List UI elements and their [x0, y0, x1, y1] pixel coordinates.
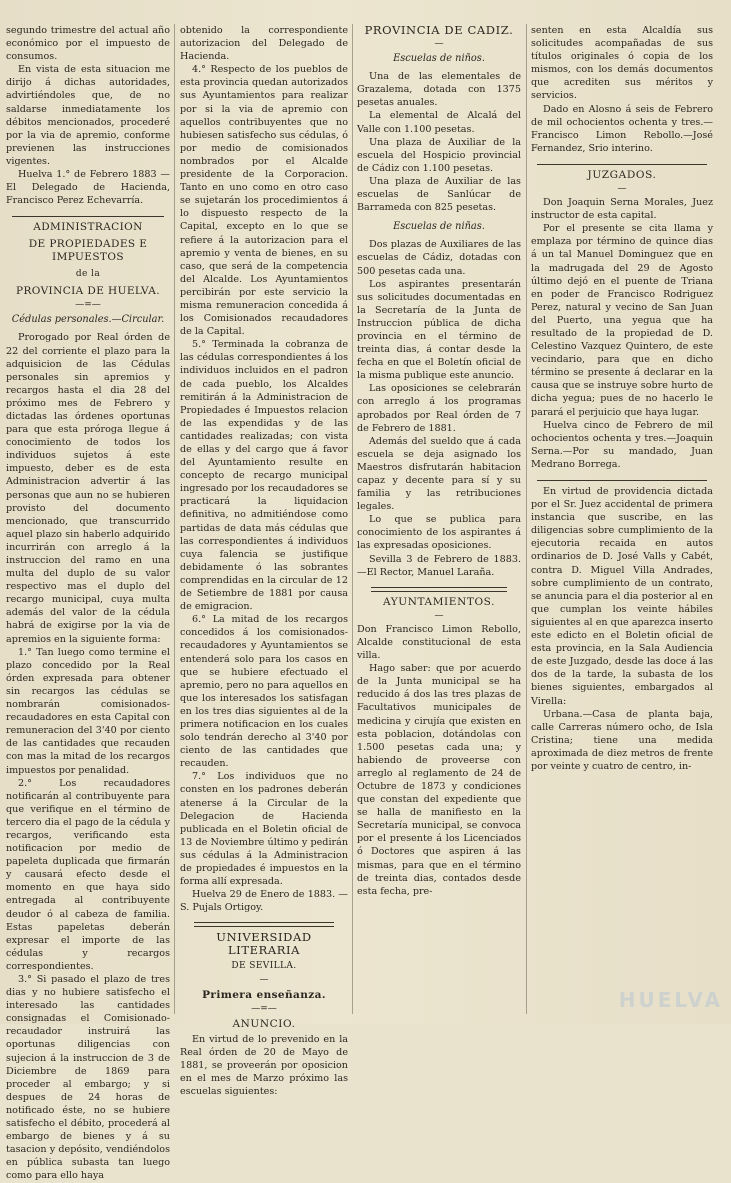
ornament-dash: —=—: [251, 1003, 277, 1014]
body-paragraph: 2.° Los recaudadores notificarán al contribuyente para que verifique en el término de tercero dia el pago de la cédula y recargos, verificando esta notificacion por medio de papeleta duplicada que firmarán y causará efecto desde el momento en que haya sido entregada al contribuyente deudor ó al cabeza de familia. Estas papeletas deberán expresar el importe de las cédulas y recargos correspondientes.: [6, 777, 170, 972]
column-rule: [174, 24, 175, 1014]
column-rule: [352, 24, 353, 1014]
body-paragraph: Don Francisco Limon Rebollo, Alcalde constitucional de esta villa.: [357, 623, 521, 662]
body-paragraph: obtenido la correspondiente autorizacion del Delegado de Hacienda.: [180, 25, 348, 63]
body-paragraph: Don Joaquin Serna Morales, Juez instructor de esta capital.: [531, 197, 713, 222]
body-paragraph: 7.° Los individuos que no consten en los padrones deberán atenerse á la Circular de la Delegacion de Hacienda publicada en el Boletin oficial de 13 de Noviembre último y pedirán sus cédulas á la Administracion de propiedades é impuestos en la forma allí expresada.: [180, 771, 348, 888]
body-paragraph: En virtud de providencia dictada por el Sr. Juez accidental de primera instancia que suscribe, en las diligencias sobre cumplimiento de la ejecutoria recaida en autos ordinarios de D. José Valls y Cabét, contra D. Miguel Villa Andrades, sobre cumplimiento de un contrato, se anuncia para el dia posterior al en que cumplan los veinte hábiles siguientes al en que aparezca inserto este edicto en el Boletin oficial de esta provincia, en la Sala Audiencia de este Juzgado, desde las doce á las dos de la tarde, la subasta de los bienes siguientes, embargados al Virella:: [531, 486, 713, 707]
body-paragraph: 6.° La mitad de los recargos concedidos á los comisionados-recaudadores y Ayuntamientos se entenderá solo para los casos en que se hubiere efectuado el apremio, pero no para aquellos en que los interesados los satisfagan en los tres dias siguientes al de la primera notificacion en los cuales solo tendrán derecho al 3'40 por ciento de las cantidades que recauden.: [180, 614, 348, 770]
intro-paragraph: En vista de esta situacion me dirijo á dichas autoridades, advirtiéndoles que, de no saldarse inmediatamente los débitos mencionados, procederé por la via de apremio, conforme previenen las instrucciones vigentes.: [6, 64, 170, 167]
ornament-dash: —: [617, 184, 627, 195]
section-subtitle: Escuelas de niños.: [393, 53, 485, 65]
section-title: PROVINCIA DE HUELVA.: [15, 285, 161, 298]
body-signature: Sevilla 3 de Febrero de 1883. —El Rector, Manuel Laraña.: [357, 553, 521, 578]
body-paragraph: senten en esta Alcaldía sus solicitudes acompañadas de sus títulos originales ó copia de los mismos, con los demás documentos que acrediten sus méritos y servicios.: [531, 25, 713, 102]
section-title: de la: [75, 269, 101, 280]
body-paragraph: 4.° Respecto de los pueblos de esta provincia quedan autorizados sus Ayuntamientos para realizar por si la via de apremio con aquellos contribuyentes que no hubiesen satisfecho sus cédulas, ó por medio de comisionados nombrados por el Alcalde presidente de la Corporacion. Tanto en uno como en otro caso se sujetarán los procedimientos á lo dispuesto respecto de la Capital, excepto en lo que se refiere á la autorizacion para el apremio y venta de bienes, en su caso, que será de la competencia del Alcalde. Los Ayuntamientos percibirán por este servicio la misma remuneracion concedida á los Comisionados recaudadores de la Capital.: [180, 64, 348, 338]
ornament-dash: —: [434, 39, 444, 50]
body-paragraph: Además del sueldo que á cada escuela se deja asignado los Maestros disfrutarán habitacion capaz y decente para sí y su familia y las retribuciones legales.: [357, 435, 521, 513]
ornament-dash: —: [259, 974, 269, 985]
section-title: UNIVERSIDAD LITERARIA: [216, 930, 312, 958]
column-rule: [526, 24, 527, 1014]
ornament-dash: —=—: [75, 300, 101, 311]
list-item: La elemental de Alcalá del Valle con 1.100 pesetas.: [357, 110, 521, 135]
body-signature: Huelva 29 de Enero de 1883. —S. Pujals Ortigoy.: [180, 889, 348, 914]
section-subtitle: Escuelas de niñas.: [393, 221, 485, 233]
intro-signature: Huelva 1.° de Febrero 1883 — El Delegado de Hacienda, Francisco Perez Echevarría.: [6, 169, 170, 207]
ornament-dash: —: [434, 610, 444, 621]
section-heading: Primera enseñanza.: [202, 988, 326, 1001]
body-paragraph: Lo que se publica para conocimiento de los aspirantes á las expresadas oposiciones.: [357, 514, 521, 552]
section-title: AYUNTAMIENTOS.: [382, 595, 496, 608]
section-subtitle: DE SEVILLA.: [231, 960, 297, 971]
body-paragraph: 3.° Si pasado el plazo de tres dias y no hubiere satisfecho el interesado las cantidades consignadas el Comisionado-recaudador instruirá las oportunas diligencias con sujecion á la instruccion de 3 de Diciembre de 1869 para proceder al embargo; y si despues de 24 horas de notificado éste, no se hubiere satisfecho el débito, procederá al embargo de bienes y á su tasacion y depósito, vendiéndolos en pública subasta tan luego como para ello haya: [6, 974, 170, 1182]
column-4: [531, 24, 713, 1014]
section-title: PROVINCIA DE CADIZ.: [364, 23, 514, 37]
list-item: Una de las elementales de Grazalema, dotada con 1375 pesetas anuales.: [357, 71, 521, 109]
section-title: ADMINISTRACION: [33, 221, 143, 234]
body-paragraph: Las oposiciones se celebrarán con arreglo á los programas aprobados por Real órden de 7 de Febrero de 1881.: [357, 383, 521, 434]
body-paragraph: Por el presente se cita llama y emplaza por término de quince dias á un tal Manuel Dominguez que en la madrugada del 29 de Agosto último dejó en el puente de Triana en poder de Francisco Rodriguez Perez, natural y vecino de San Juan del Puerto, una yegua que ha resultado de la propiedad de D. Celestino Vazquez Quintero, de este vecindario, para que en dicho término se presente á declarar en la causa que se instruye sobre hurto de dicha yegua; pues de no hacerlo le parará el perjuicio que haya lugar.: [531, 223, 713, 418]
body-signature: Dado en Alosno á seis de Febrero de mil ochocientos ochenta y tres.—Francisco Limon Rebollo.—José Fernandez, Srio interino.: [531, 103, 713, 154]
section-divider: [371, 587, 507, 592]
body-signature: Huelva cinco de Febrero de mil ochocientos ochenta y tres.—Joaquin Serna.—Por su mandado, Juan Medrano Borrega.: [531, 419, 713, 470]
column-3: [357, 24, 521, 1014]
list-item: Una plaza de Auxiliar de la escuela del Hospicio provincial de Cádiz con 1.100 pesetas.: [357, 136, 521, 174]
notice-subtitle: Cédulas personales.—Circular.: [11, 314, 165, 326]
section-title: DE PROPIEDADES E IMPUESTOS: [28, 238, 148, 264]
notice-heading: ANUNCIO.: [232, 1017, 296, 1030]
archive-watermark: HUELVA: [618, 988, 723, 1012]
section-divider: [12, 216, 164, 217]
body-paragraph: Urbana.—Casa de planta baja, calle Carreras número ocho, de Isla Cristina; tiene una medida aproximada de diez metros de frente por veinte y cuatro de centro, in-: [531, 708, 713, 772]
body-paragraph: Hago saber: que por acuerdo de la Junta municipal se ha reducido á dos las tres plazas de Facultativos municipales de medicina y cirujía que existen en esta poblacion, dotándolas con 1.500 pesetas cada una; y habiendo de proveerse con arreglo al reglamento de 24 de Octubre de 1873 y condiciones que constan del expediente que se halla de manifiesto en la Secretaría municipal, se convoca por el presente á los Licenciados ó Doctores que aspiren á las mismas, para que en el término de treinta dias, contados desde esta fecha, pre-: [357, 663, 521, 897]
list-item: Dos plazas de Auxiliares de las escuelas de Cádiz, dotadas con 500 pesetas cada una.: [357, 239, 521, 277]
body-paragraph: Prorogado por Real órden de 22 del corriente el plazo para la adquisicion de las Cédulas personales sin apremios y recargos hasta el dia 28 del próximo mes de Febrero y dictadas las órdenes oportunas para que esta próroga llegue á conocimiento de todos los individuos sujetos á este impuesto, deber es de esta Administracion advertir á las personas que aun no se hubieren provisto del documento mencionado, que transcurrido aquel plazo sin haberlo adquirido incurrirán con arreglo á la instruccion del ramo en una multa del duplo de su valor respectivo mas el duplo del recargo municipal, cuya multa además del valor de la cédula habrá de exigirse por la via de apremios en la siguiente forma:: [6, 332, 170, 645]
body-paragraph: 5.° Terminada la cobranza de las cédulas correspondientes á los individuos incluidos en el padron de cada pueblo, los Alcaldes remitirán á la Administracion de Propiedades é Impuestos relacion de las expendidas y de las cantidades realizadas; con vista de ellas y del cargo que á favor del Ayuntamiento resulte en concepto de recargo municipal ingresado por los recaudadores se practicará la liquidacion definitiva, no admitiéndose como partidas de data más cédulas que las correspondientes á individuos cuya falencia se justifique debidamente ó las sobrantes comprendidas en la circular de 12 de Setiembre de 1881 por causa de emigracion.: [180, 339, 348, 613]
section-divider: [537, 480, 707, 481]
body-paragraph: 1.° Tan luego como termine el plazo concedido por la Real órden expresada para obtener sin recargos las cédulas se nombrarán comisionados-recaudadores en esta Capital con remuneracion del 3'40 por ciento de las cantidades que recauden con mas la mitad de los recargos impuestos por penalidad.: [6, 646, 170, 776]
intro-paragraph: segundo trimestre del actual año económico por el impuesto de consumos.: [6, 25, 170, 63]
column-1: [6, 24, 170, 1182]
column-2: [180, 24, 348, 1098]
section-title: JUZGADOS.: [587, 168, 657, 181]
section-divider: [537, 164, 707, 165]
list-item: Una plaza de Auxiliar de las escuelas de Sanlúcar de Barrameda con 825 pesetas.: [357, 175, 521, 214]
body-paragraph: Los aspirantes presentarán sus solicitudes documentadas en la Secretaría de la Junta de Instruccion pública de dicha provincia en el término de treinta dias, á contar desde la fecha en que el Boletín oficial de la misma publique este anuncio.: [357, 278, 521, 382]
body-paragraph: En virtud de lo prevenido en la Real órden de 20 de Mayo de 1881, se proveerán por oposicion en el mes de Marzo próximo las escuelas siguientes:: [180, 1033, 348, 1098]
section-divider: [194, 922, 334, 927]
